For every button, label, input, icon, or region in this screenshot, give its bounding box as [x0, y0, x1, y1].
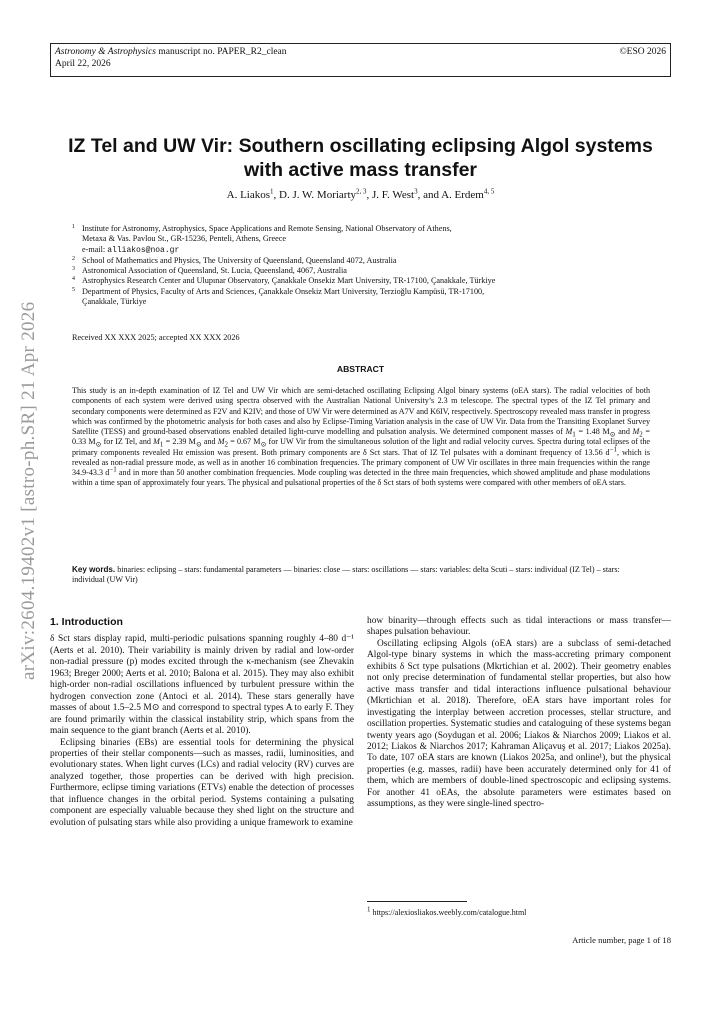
abstract-part: = 0.33 M: [72, 427, 650, 447]
section-heading: 1. Introduction: [50, 616, 123, 628]
affiliations: [72, 224, 662, 307]
author: J. F. West: [372, 189, 415, 201]
running-header: [50, 43, 671, 77]
affil-text: Astrophysics Research Center and Ulupınar Observatory, Çanakkale Onsekiz Mart University, TR-17100, Çanakkale, Türkiye: [82, 276, 496, 286]
manuscript-line: [55, 46, 666, 58]
author-affil: 3: [414, 187, 418, 196]
author-sep: ,: [273, 189, 280, 201]
keywords-label: Key words.: [72, 565, 116, 574]
math-symbol: M: [565, 427, 573, 436]
affil-number: 3: [72, 266, 75, 273]
affil-text: School of Mathematics and Physics, The University of Queensland, Queensland 4072, Australia: [82, 255, 397, 265]
email-link[interactable]: alliakos@noa.gr: [107, 245, 180, 255]
author-affil: 2, 3: [356, 187, 367, 196]
abstract-part: = 0.67 M: [228, 437, 261, 447]
paragraph: how binarity—through effects such as tidal interactions or mass transfer—shapes pulsation behaviour.: [367, 616, 671, 638]
abstract-part: for UW Vir from the simultaneous solution of the light and radial velocity curves. Spectra during total eclipses of the primary components revealed Hα emission was present. Both primary components are δ Sct stars. That of IZ Tel pulsates with a dominant frequency of 13.56 d: [72, 437, 651, 457]
abstract-part: and: [615, 427, 633, 436]
affiliation: [72, 266, 662, 276]
affil-number: 5: [72, 286, 75, 293]
abstract-part: for IZ Tel, and: [101, 437, 154, 447]
affil-text: Metaxa & Vas. Pavlou St., GR-15236, Penteli, Athens, Greece: [82, 234, 287, 244]
affiliation: [72, 245, 662, 256]
paper-title: [50, 134, 671, 182]
footnote-link[interactable]: https://alexiosliakos.weebly.com/catalogue.html: [372, 908, 527, 917]
abstract-text: This study is an in-depth examination of IZ Tel and UW Vir which are semi-detached oscillating Eclipsing Algol binary systems (oEA stars). The radial velocities of both components of each system were derived using spectra observed with the Australian National University’s 2.3 m telescope. The spectral types of the IZ Tel primary and secondary components were determined as F2V and K2IV; and those of UW Vir were determined as A7V and K6IV, respectively. Spectroscopy revealed mass transfer in progress which was confirmed by the photometric analysis for both cases and also by Eclipse-Timing Variation analysis in the case of UW Vir. Data from the Transiting Exoplanet Survey Satellite (TESS) and ground-based observations enabled detailed light-curve modelling and pulsation analysis. We determined component masses of $M_1 = 1.48$ $M_⊙$ and $M_2 = 0.33$ $M_⊙$ for IZ Tel, and $M_1 = 2.39$ $M_⊙$ and $M_2 = 0.67$ $M_⊙$ for UW Vir from the simultaneous solution of the light and radial velocity curves. Spectra during total eclipses of the primary components revealed Hα emission was present. Both primary components are δ Sct stars. That of IZ Tel pulsates with a dominant frequency of 13.56 $d^{-1}$, which is revealed as non-radial pressure mode, as well as in another 16 combination frequencies. The primary component of UW Vir oscillates in three main frequencies within the range 34.9-43.3 $d^{-1}$ and in more than 50 another combination frequencies. Mode coupling was detected in the three main frequencies, which showed amplitude and phase modulations within a time span of approximately four years. The physical and pulsational properties of the δ Sct stars of both systems were compared with other members of oEA stars.: [72, 386, 651, 488]
abstract-part: and: [201, 437, 218, 447]
keywords: [72, 565, 650, 586]
author-sep: ,: [366, 189, 373, 201]
affil-number: 1: [72, 224, 75, 230]
title-line-1: IZ Tel and UW Vir: Southern oscillating eclipsing Algol systems: [68, 135, 653, 157]
author: D. J. W. Moriarty: [279, 189, 357, 201]
affiliation: [72, 276, 662, 286]
footnote: [367, 905, 527, 917]
page-number: Article number, page 1 of 18: [572, 935, 671, 945]
affil-text: Astronomical Association of Queensland, St. Lucia, Queensland, 4067, Australia: [82, 266, 347, 276]
copyright: ©ESO 2026: [619, 47, 666, 57]
affil-text: Institute for Astronomy, Astrophysics, Space Applications and Remote Sensing, National Observatory of Athens,: [82, 224, 452, 233]
affil-text: Çanakkale, Türkiye: [82, 297, 147, 307]
author-affil: 1: [270, 187, 274, 196]
author: A. Erdem: [441, 189, 484, 201]
abstract-part: and in more than 50 another combination frequencies. Mode coupling was detected in the three main frequencies, which showed amplitude and phase modulations within a time span of approximately four years. The physical and pulsational properties of the δ Sct stars of both systems were compared with other members of oEA stars.: [72, 468, 650, 488]
affil-number: 4: [72, 276, 75, 283]
math-symbol: M: [153, 437, 160, 447]
abstract-heading: ABSTRACT: [336, 364, 385, 374]
affiliation: [72, 297, 662, 307]
math-symbol: M: [217, 437, 225, 447]
affiliation: [72, 234, 662, 244]
paragraph: δ Sct stars display rapid, multi-periodic pulsations spanning roughly 4–80 d⁻¹ (Aerts et al. 2010). Their variability is mainly driven by radial and low-order non-radial pressure (p) modes excited through the κ-mechanism (see Zhevakin 1963; Breger 2000; Aerts et al. 2010; Balona et al. 2015). They may also exhibit high-order non-radial oscillations influenced by turbulent pressure within the hydrogen convection zone (Antoci et al. 2014). These stars generally have masses of about 1.5–2.5 M⊙ and correspond to spectral types A to early F. They are found primarily within the classical instability strip, which spans from the main sequence to the giant branch (Aerts et al. 2010).: [50, 634, 354, 737]
affil-number: 2: [72, 255, 75, 262]
abstract-part: = 2.39 M: [163, 437, 196, 447]
author-list: [50, 189, 671, 201]
abstract-part: , which is revealed as non-radial pressure mode, as well as in another 16 combination frequencies. The primary component of UW Vir oscillates in three main frequencies within the range 34.9-43.3 d: [72, 447, 651, 477]
right-column: [367, 616, 671, 811]
paragraph: Oscillating eclipsing Algols (oEA stars) are a subclass of semi-detached Algol-type binary systems in which the mass-accreting primary component exhibits δ Sct type pulsations (Mkrtichian et al. 2002). Their geometry enables not only precise determination of fundamental stellar properties, but also how active mass transfer and tidal interactions influence pulsational behaviour (Mkrtichian et al. 2018). Therefore, oEA stars have important roles for investigating the interplay between accretion processes, stellar structure, and oscillation properties. Systematic studies and cataloguing of these systems began twenty years ago (Soydugan et al. 2006; Liakos & Niarchos 2009; Liakos et al. 2012; Liakos & Niarchos 2017; Kahraman Aliçavuş et al. 2017; Liakos 2025a). To date, 107 oEA stars are known (Liakos 2025a, and online¹), but the physical properties (e.g. masses, radii) have been accurately determined only for 41 of them, which are members of double-lined spectroscopic and eclipsing systems. For another 41 oEAs, the absolute parameters were estimates based on assumptions, as they were single-lined spectro-: [367, 638, 671, 810]
footnote-number: 1: [367, 905, 371, 914]
manuscript-date: April 22, 2026: [55, 59, 111, 69]
affiliation: [72, 224, 662, 234]
paragraph: Eclipsing binaries (EBs) are essential tools for determining the physical properties of their stellar components—such as masses, radii, luminosities, and evolutionary states. When light curves (LCs) and radial velocity (RV) curves are analyzed together, those properties can be derived with high precision. Furthermore, eclipse timing variations (ETVs) enable the detection of processes that influence changes in the orbital period. Systems containing a pulsating component are especially valuable because they shed light on the structure and evolution of pulsating stars while also providing a unique framework to examine: [50, 737, 354, 828]
left-column: [50, 608, 354, 829]
abstract-part: This study is an in-depth examination of IZ Tel and UW Vir which are semi-detached oscillating Eclipsing Algol binary systems (oEA stars). The radial velocities of both components of each system were derived using spectra observed with the Australian National University’s 2.3 m telescope. The spectral types of the IZ Tel primary and secondary components were determined as F2V and K2IV; and those of UW Vir were determined as A7V and K6IV, respectively. Spectroscopy revealed mass transfer in progress which was confirmed by the photometric analysis for both cases and also by Eclipse-Timing Variation analysis in the case of UW Vir. Data from the Transiting Exoplanet Survey Satellite (TESS) and ground-based observations enabled detailed light-curve modelling and pulsation analysis. We determined component masses of: [72, 386, 650, 436]
received-dates: Received XX XXX 2025; accepted XX XXX 2026: [72, 333, 240, 342]
journal-name: Astronomy & Astrophysics: [55, 47, 156, 57]
footnote-rule: [367, 901, 467, 902]
math-symbol: M: [632, 427, 640, 436]
author: A. Liakos: [226, 189, 271, 201]
author-sep: , and: [417, 189, 442, 201]
affil-text: e-mail:: [82, 244, 108, 254]
author-affil: 4, 5: [483, 187, 495, 196]
manuscript-id: manuscript no. PAPER_R2_clean: [155, 47, 287, 57]
affiliation: [72, 256, 662, 266]
arxiv-stamp: arXiv:2604.19402v1 [astro-ph.SR] 21 Apr 2026: [18, 301, 39, 680]
affil-text: Department of Physics, Faculty of Arts and Sciences, Çanakkale Onsekiz Mart University, Terzioğlu Kampüsü, TR-17100,: [82, 286, 485, 296]
title-line-2: with active mass transfer: [243, 159, 478, 181]
abstract-part: = 1.48 M: [575, 427, 610, 436]
keywords-text: binaries: eclipsing – stars: fundamental parameters — binaries: close — stars: oscillations — stars: variables: delta Scuti – stars: individual (IZ Tel) – stars: individual (UW Vir): [72, 565, 620, 585]
affiliation: [72, 287, 662, 297]
